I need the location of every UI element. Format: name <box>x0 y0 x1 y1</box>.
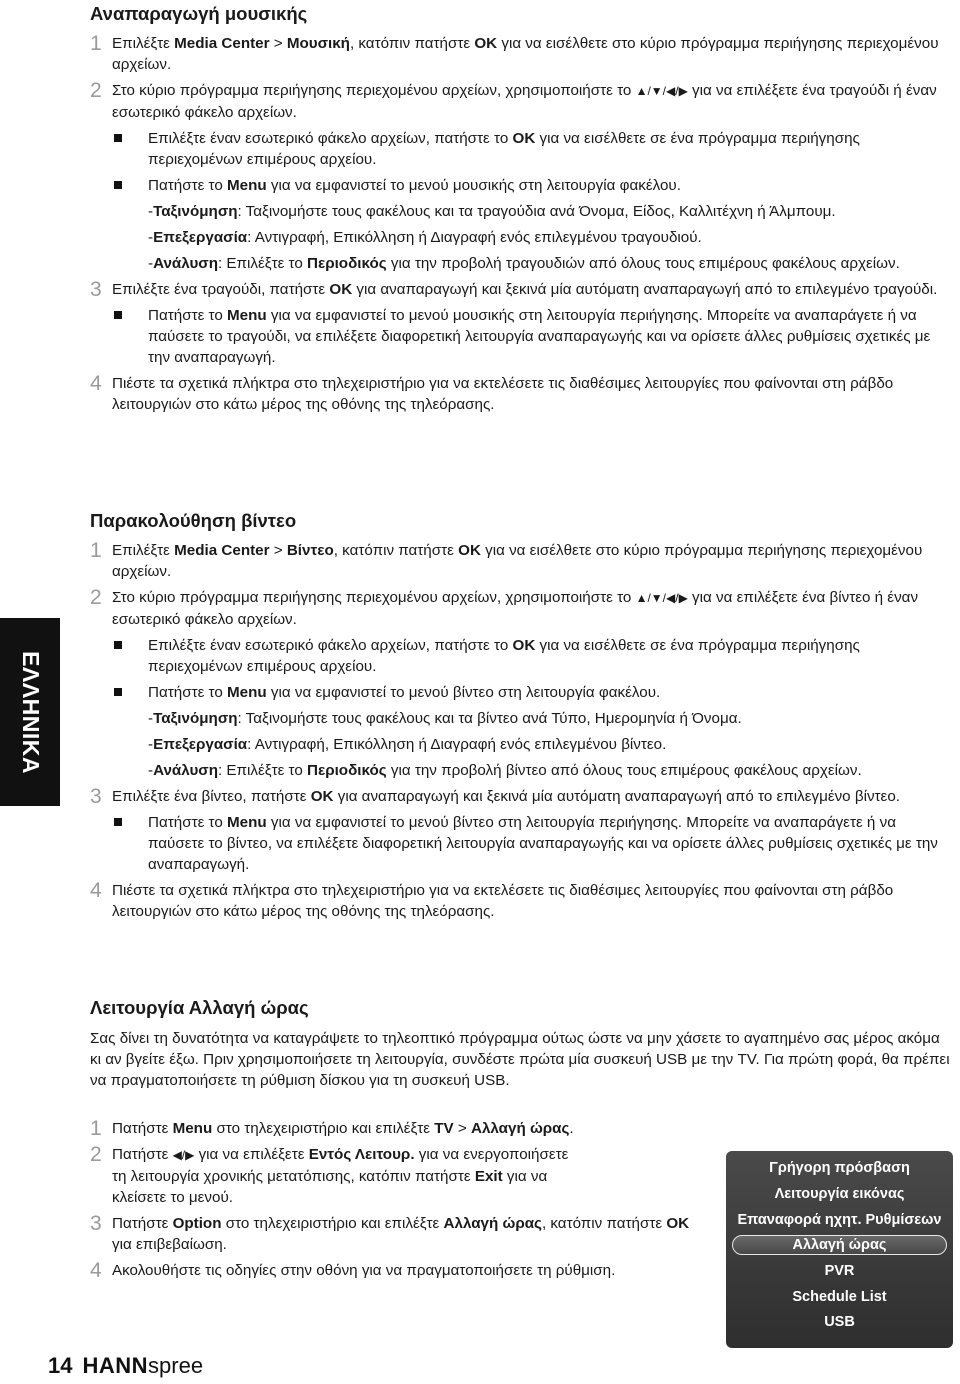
video-step-3: 3 Επιλέξτε ένα βίντεο, πατήστε OK για αναπαραγωγή και ξεκινά μία αυτόματη αναπαραγωγή από το επιλεγμένο βίντεο. <box>90 785 900 808</box>
bullet-square-icon <box>114 818 122 826</box>
menu-item-time-shift[interactable]: Αλλαγή ώρας <box>732 1235 947 1255</box>
page-number: 14 <box>48 1353 73 1378</box>
music-option-sort: -Ταξινόμηση: Ταξινομήστε τους φακέλους και τα τραγούδια ανά Όνομα, Είδος, Καλλιτέχνη ή Άλμπουμ. <box>148 203 836 220</box>
video-option-sort: -Ταξινόμηση: Ταξινομήστε τους φακέλους και τα βίντεο ανά Τύπο, Ημερομηνία ή Όνομα. <box>148 710 742 727</box>
menu-item-pvr[interactable]: PVR <box>824 1263 855 1279</box>
music-section <box>90 33 952 415</box>
video-heading: Παρακολούθηση βίντεο <box>90 510 297 531</box>
page-footer <box>48 1353 203 1381</box>
video-bullet-2: Πατήστε το Menu για να εμφανιστεί το μενού βίντεο στη λειτουργία φακέλου. <box>90 682 952 703</box>
timeshift-steps <box>90 1118 700 1281</box>
timeshift-step-1: 1 Πατήστε Menu στο τηλεχειριστήριο και επιλέξτε TV > Αλλαγή ώρας. <box>90 1117 574 1140</box>
music-bullet-1: Επιλέξτε έναν εσωτερικό φάκελο αρχείων, πατήστε το OK για να εισέλθετε σε ένα πρόγραμμα περιήγησης περιεχομένων επιμέρους αρχείου. <box>90 128 952 170</box>
video-bullet-1: Επιλέξτε έναν εσωτερικό φάκελο αρχείων, πατήστε το OK για να εισέλθετε σε ένα πρόγραμμα περιήγησης περιεχομένων επιμέρους αρχείου. <box>90 635 952 677</box>
menu-item-usb[interactable]: USB <box>824 1314 855 1330</box>
language-tab <box>0 618 60 806</box>
language-label: ΕΛΛΗΝΙΚΑ <box>17 650 44 774</box>
brand-logo: HANN <box>82 1353 149 1378</box>
music-option-parse: -Ανάλυση: Επιλέξτε το Περιοδικός για την προβολή τραγουδιών από όλους τους επιμέρους φακέλους αρχείων. <box>148 255 900 272</box>
menu-item-picture-mode[interactable]: Λειτουργία εικόνας <box>774 1186 905 1202</box>
menu-item-schedule-list[interactable]: Schedule List <box>792 1289 887 1305</box>
timeshift-step-3: 3 Πατήστε Option στο τηλεχειριστήριο και επιλέξτε Αλλαγή ώρας, κατόπιν πατήστε OK για επιβεβαίωση. <box>90 1212 690 1253</box>
video-step-2: 2 Στο κύριο πρόγραμμα περιήγησης περιεχομένου αρχείων, χρησιμοποιήστε το ▲/▼/◀/▶ για να επιλέξετε ένα βίντεο ή έναν εσωτερικό φάκελο αρχείων. <box>90 586 919 628</box>
menu-item-sound-reset[interactable]: Επαναφορά ηχητ. Ρυθμίσεων <box>737 1212 942 1228</box>
menu-item-quick-access[interactable]: Γρήγορη πρόσβαση <box>769 1160 910 1176</box>
bullet-square-icon <box>114 641 122 649</box>
music-step-3: 3 Επιλέξτε ένα τραγούδι, πατήστε OK για αναπαραγωγή και ξεκινά μία αυτόματη αναπαραγωγή από το επιλεγμένο τραγούδι. <box>90 278 938 301</box>
bullet-square-icon <box>114 134 122 142</box>
timeshift-step-2: 2 Πατήστε ◀/▶ για να επιλέξετε Εντός Λειτουρ. για να ενεργοποιήσετε τη λειτουργία χρονικής μετατόπισης, κατόπιν πατήστε Exit για να κλείσετε το μενού. <box>90 1143 569 1206</box>
music-bullet-2: Πατήστε το Menu για να εμφανιστεί το μενού μουσικής στη λειτουργία φακέλου. <box>90 175 952 196</box>
timeshift-intro: Σας δίνει τη δυνατότητα να καταγράψετε το τηλεοπτικό πρόγραμμα ούτως ώστε να μην χάσετε το αγαπημένο σας μέρος ακόμα κι αν βγείτε έξω. Πριν χρησιμοποιήσετε τη λειτουργία, συνδέστε πρώτα μία συσκευή USB με την TV. Για πρώτη φορά, θα πρέπει να πραγματοποιήσετε τη ρύθμιση δίσκου για τη συσκευή USB. <box>90 1030 950 1089</box>
tv-menu-panel <box>726 1151 953 1348</box>
music-bullet-3: Πατήστε το Menu για να εμφανιστεί το μενού μουσικής στη λειτουργία περιήγησης. Μπορείτε να αναπαράγετε ή να παύσετε το τραγούδι, να επιλέξετε διαφορετική λειτουργία αναπαραγωγής και να ορίσετε άλλες ρυθμίσεις σχετικές με την αναπαραγωγή. <box>90 305 952 368</box>
video-section <box>90 540 952 922</box>
music-step-2: 2 Στο κύριο πρόγραμμα περιήγησης περιεχομένου αρχείων, χρησιμοποιήστε το ▲/▼/◀/▶ για να επιλέξετε ένα τραγούδι ή έναν εσωτερικό φάκελο αρχείων. <box>90 79 937 121</box>
video-step-1: 1 Επιλέξτε Media Center > Βίντεο, κατόπιν πατήστε OK για να εισέλθετε στο κύριο πρόγραμμα περιήγησης περιεχομένου αρχείων. <box>90 539 923 580</box>
music-heading: Αναπαραγωγή μουσικής <box>90 3 308 24</box>
brand-logo-suffix: spree <box>148 1353 204 1378</box>
timeshift-section <box>90 1028 952 1091</box>
video-bullet-3: Πατήστε το Menu για να εμφανιστεί το μενού βίντεο στη λειτουργία περιήγησης. Μπορείτε να αναπαράγετε ή να παύσετε το βίντεο, να επιλέξετε διαφορετική λειτουργία αναπαραγωγής και να ορίσετε άλλες ρυθμίσεις σχετικές με την αναπαραγωγή. <box>90 812 952 875</box>
bullet-square-icon <box>114 311 122 319</box>
music-option-edit: -Επεξεργασία: Αντιγραφή, Επικόλληση ή Διαγραφή ενός επιλεγμένου τραγουδιού. <box>148 229 702 246</box>
music-step-1: 1 Επιλέξτε Media Center > Μουσική, κατόπιν πατήστε OK για να εισέλθετε στο κύριο πρόγραμμα περιήγησης περιεχομένου αρχείων. <box>90 32 939 73</box>
timeshift-step-4: 4 Ακολουθήστε τις οδηγίες στην οθόνη για να πραγματοποιήσετε τη ρύθμιση. <box>90 1259 616 1282</box>
video-option-edit: -Επεξεργασία: Αντιγραφή, Επικόλληση ή Διαγραφή ενός επιλεγμένου βίντεο. <box>148 736 667 753</box>
bullet-square-icon <box>114 688 122 696</box>
video-option-parse: -Ανάλυση: Επιλέξτε το Περιοδικός για την προβολή βίντεο από όλους τους επιμέρους φακέλους αρχείων. <box>148 762 862 779</box>
timeshift-heading: Λειτουργία Αλλαγή ώρας <box>90 997 309 1018</box>
video-step-4: 4 Πιέστε τα σχετικά πλήκτρα στο τηλεχειριστήριο για να εκτελέσετε τις διαθέσιμες λειτουργίες που φαίνονται στη ράβδο λειτουργιών στο κάτω μέρος της οθόνης της τηλεόρασης. <box>90 879 894 920</box>
bullet-square-icon <box>114 181 122 189</box>
music-step-4: 4 Πιέστε τα σχετικά πλήκτρα στο τηλεχειριστήριο για να εκτελέσετε τις διαθέσιμες λειτουργίες που φαίνονται στη ράβδο λειτουργιών στο κάτω μέρος της οθόνης της τηλεόρασης. <box>90 372 894 413</box>
